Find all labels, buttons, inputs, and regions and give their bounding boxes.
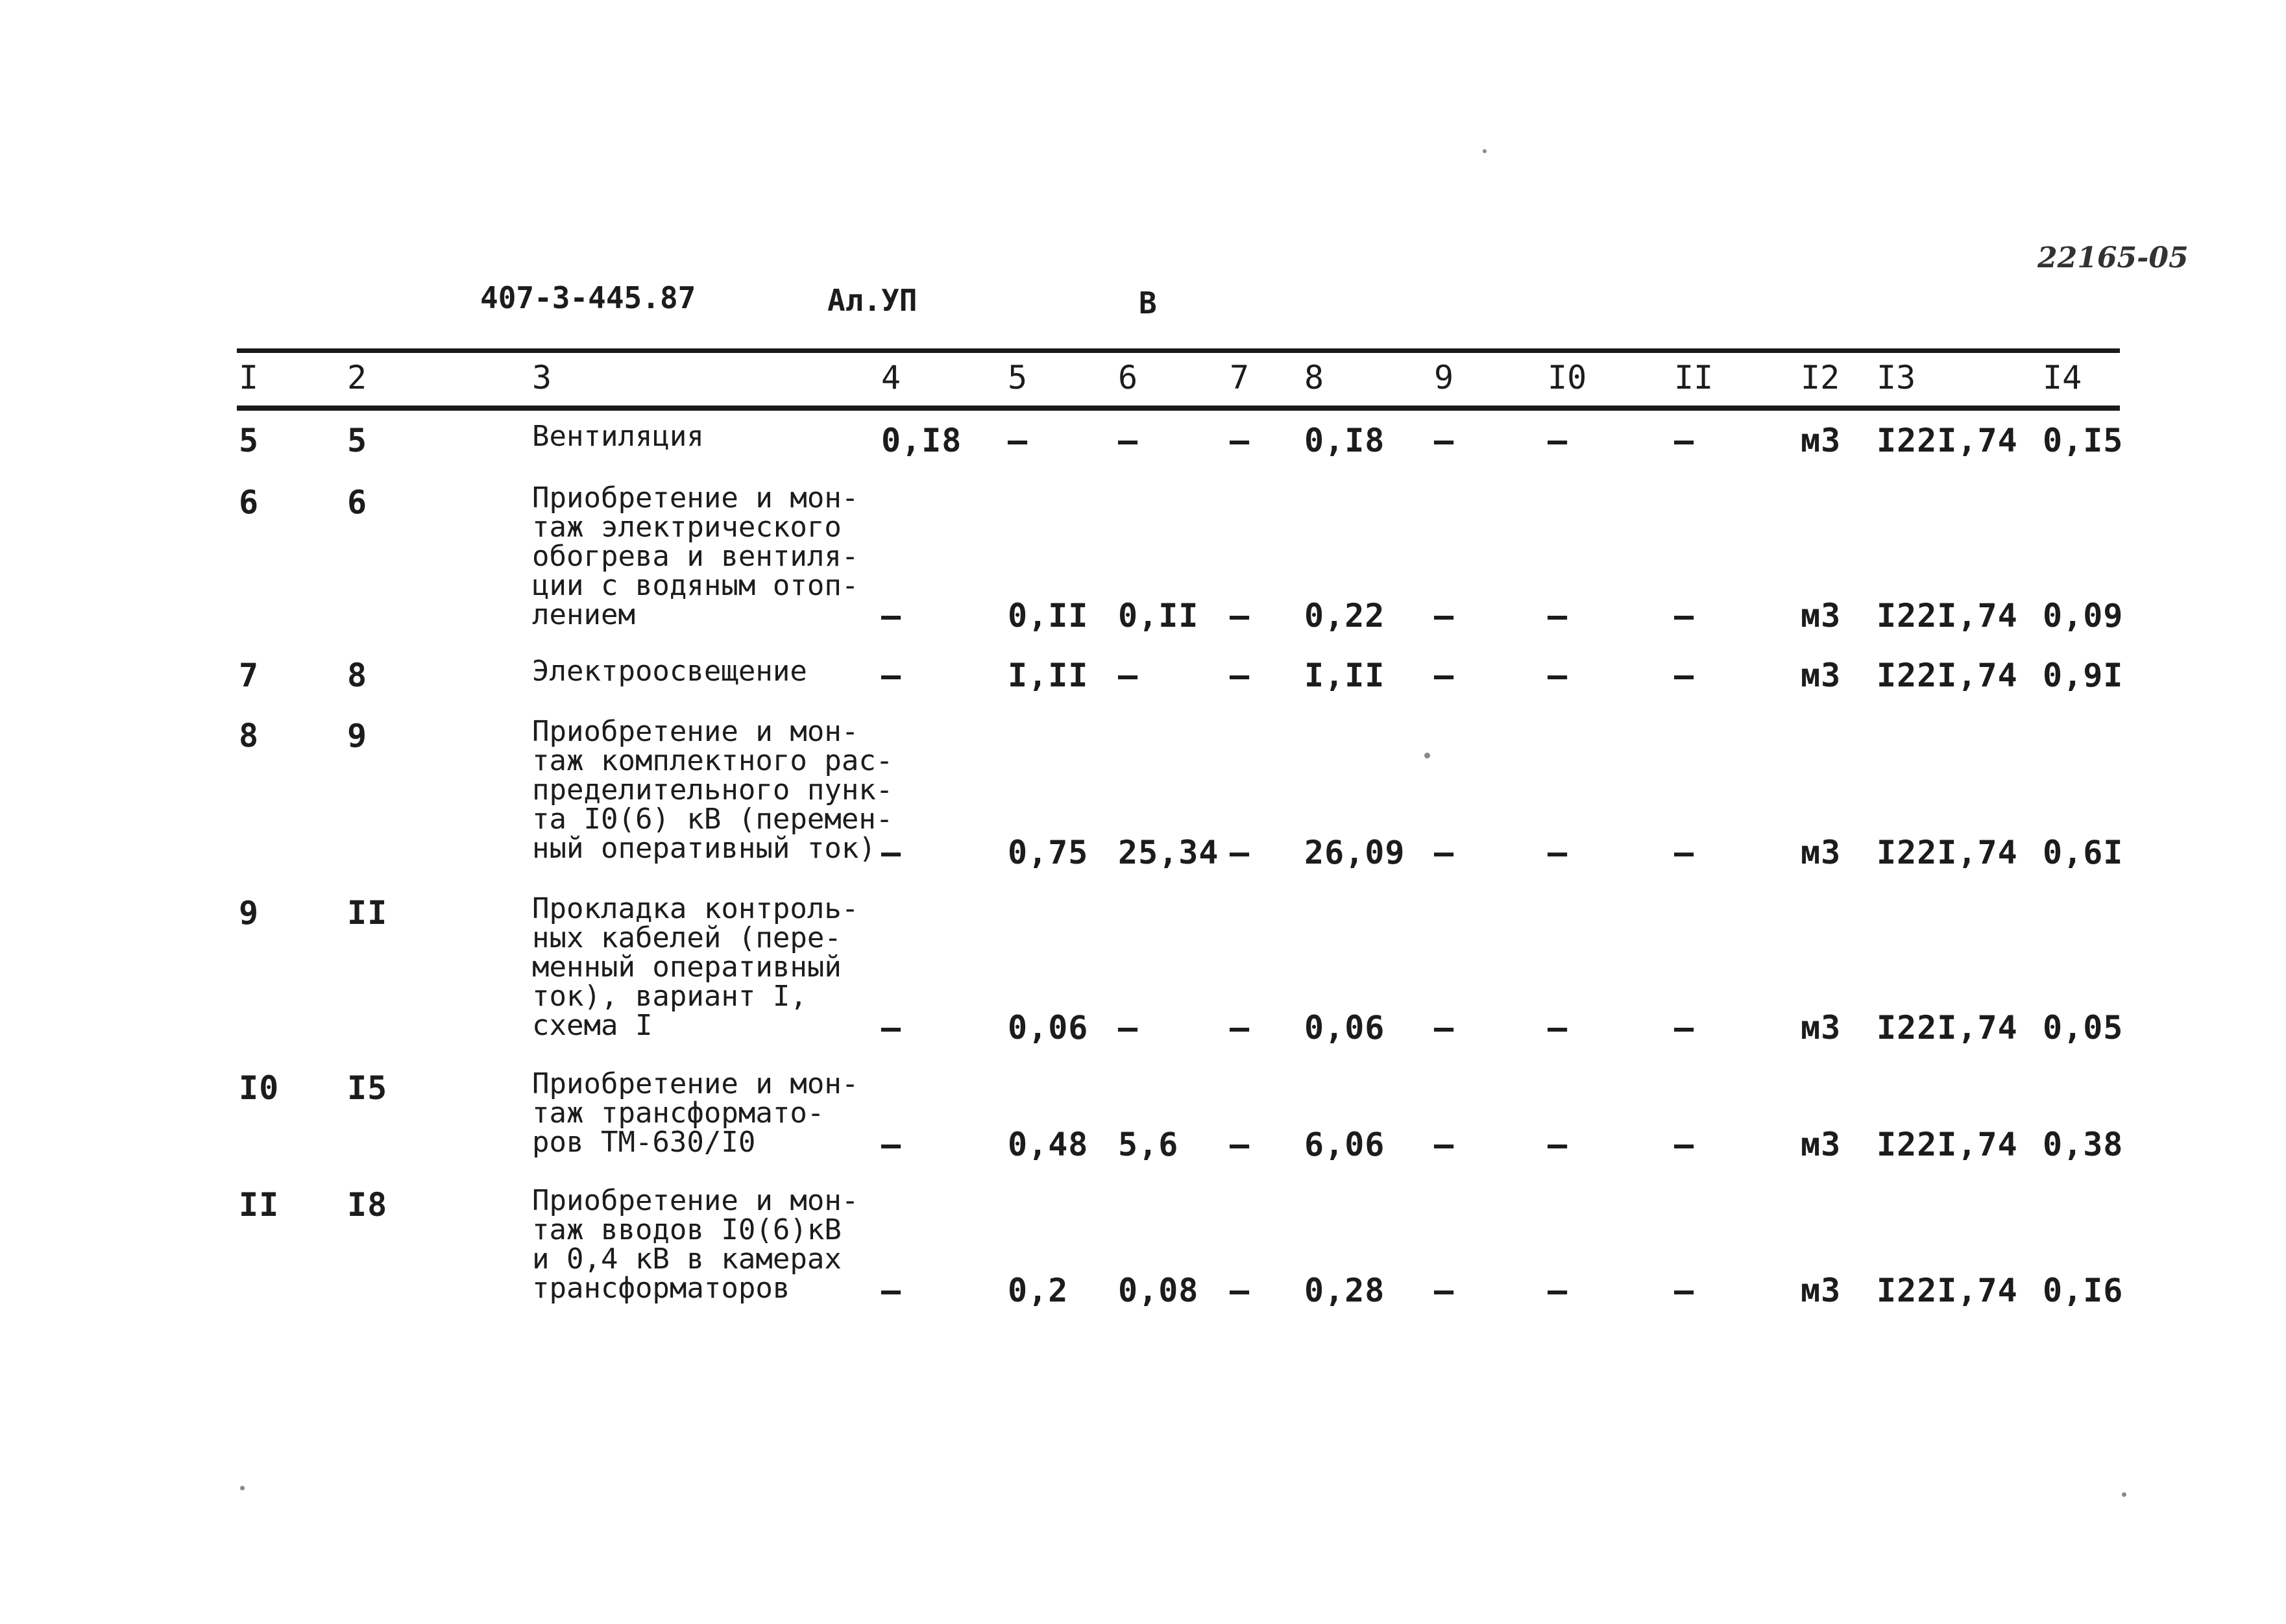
cell-col-11: – bbox=[1674, 1272, 1695, 1309]
cell-col-2: I5 bbox=[347, 1069, 388, 1107]
column-header-11: II bbox=[1674, 359, 1714, 396]
cell-col-12: м3 bbox=[1801, 834, 1842, 871]
table-top-rule bbox=[237, 348, 2120, 353]
cell-col-6: 0,08 bbox=[1118, 1272, 1199, 1309]
cell-col-8: 0,22 bbox=[1304, 597, 1385, 635]
cell-col-13: I22I,74 bbox=[1877, 1126, 2018, 1163]
cell-col-13: I22I,74 bbox=[1877, 1272, 2018, 1309]
album-number: Ал.УП bbox=[827, 283, 918, 318]
cell-col-2: 9 bbox=[347, 717, 368, 755]
cell-col-10: – bbox=[1548, 1126, 1568, 1163]
row-description: Приобретение и мон- таж электрического обогрева и вентиля- ции с водяным отоп- лением bbox=[532, 481, 859, 631]
cell-col-6: 5,6 bbox=[1118, 1126, 1179, 1163]
cell-col-10: – bbox=[1548, 834, 1568, 871]
cell-col-2: 6 bbox=[347, 483, 368, 521]
column-header-13: I3 bbox=[1877, 359, 1916, 396]
cell-col-9: – bbox=[1434, 657, 1455, 694]
cell-col-14: 0,38 bbox=[2043, 1126, 2124, 1163]
scan-speck bbox=[1483, 149, 1487, 153]
cell-col-1: 5 bbox=[239, 422, 260, 459]
cell-col-5: 0,II bbox=[1008, 597, 1089, 635]
column-header-14: I4 bbox=[2043, 359, 2082, 396]
column-header-6: 6 bbox=[1118, 359, 1138, 396]
cell-col-6: – bbox=[1118, 1009, 1139, 1047]
row-description: Приобретение и мон- таж вводов I0(6)кВ и 0,4 кВ в камерах трансформаторов bbox=[532, 1184, 859, 1305]
column-header-9: 9 bbox=[1434, 359, 1454, 396]
cell-col-11: – bbox=[1674, 1009, 1695, 1047]
cell-col-1: 6 bbox=[239, 483, 260, 521]
cell-col-5: 0,75 bbox=[1008, 834, 1089, 871]
cell-col-8: 26,09 bbox=[1304, 834, 1405, 871]
cell-col-4: – bbox=[881, 657, 902, 694]
cell-col-6: 0,II bbox=[1118, 597, 1199, 635]
scan-speck bbox=[1424, 753, 1430, 758]
cell-col-10: – bbox=[1548, 1272, 1568, 1309]
column-header-4: 4 bbox=[881, 359, 901, 396]
cell-col-1: I0 bbox=[239, 1069, 280, 1107]
row-description: Приобретение и мон- таж трансформато- ров ТМ-630/I0 bbox=[532, 1067, 859, 1159]
cell-col-2: 8 bbox=[347, 657, 368, 694]
cell-col-5: 0,06 bbox=[1008, 1009, 1089, 1047]
column-header-7: 7 bbox=[1230, 359, 1250, 396]
cell-col-11: – bbox=[1674, 657, 1695, 694]
cell-col-4: – bbox=[881, 597, 902, 635]
cell-col-2: I8 bbox=[347, 1186, 388, 1224]
cell-col-5: 0,48 bbox=[1008, 1126, 1089, 1163]
cell-col-7: – bbox=[1230, 1126, 1250, 1163]
cell-col-8: 0,I8 bbox=[1304, 422, 1385, 459]
cell-col-1: 7 bbox=[239, 657, 260, 694]
cell-col-7: – bbox=[1230, 1272, 1250, 1309]
cell-col-7: – bbox=[1230, 834, 1250, 871]
cell-col-6: – bbox=[1118, 657, 1139, 694]
cell-col-5: – bbox=[1008, 422, 1028, 459]
cell-col-2: 5 bbox=[347, 422, 368, 459]
cell-col-4: – bbox=[881, 834, 902, 871]
cell-col-6: 25,34 bbox=[1118, 834, 1219, 871]
row-description: Вентиляция bbox=[532, 420, 704, 453]
cell-col-14: 0,6I bbox=[2043, 834, 2124, 871]
table-header-rule bbox=[237, 406, 2120, 411]
cell-col-4: – bbox=[881, 1272, 902, 1309]
cell-col-7: – bbox=[1230, 422, 1250, 459]
cell-col-14: 0,05 bbox=[2043, 1009, 2124, 1047]
cell-col-13: I22I,74 bbox=[1877, 657, 2018, 694]
scan-speck bbox=[240, 1486, 245, 1490]
cell-col-9: – bbox=[1434, 1126, 1455, 1163]
column-header-5: 5 bbox=[1008, 359, 1028, 396]
cell-col-10: – bbox=[1548, 422, 1568, 459]
cell-col-14: 0,09 bbox=[2043, 597, 2124, 635]
cell-col-8: 6,06 bbox=[1304, 1126, 1385, 1163]
cell-col-11: – bbox=[1674, 597, 1695, 635]
cell-col-12: м3 bbox=[1801, 1126, 1842, 1163]
cell-col-12: м3 bbox=[1801, 1009, 1842, 1047]
cell-col-11: – bbox=[1674, 422, 1695, 459]
cell-col-8: 0,28 bbox=[1304, 1272, 1385, 1309]
cell-col-7: – bbox=[1230, 597, 1250, 635]
cell-col-7: – bbox=[1230, 1009, 1250, 1047]
cell-col-13: I22I,74 bbox=[1877, 597, 2018, 635]
cell-col-6: – bbox=[1118, 422, 1139, 459]
sheet-letter: В bbox=[1139, 285, 1157, 321]
cell-col-9: – bbox=[1434, 1272, 1455, 1309]
cell-col-12: м3 bbox=[1801, 422, 1842, 459]
cell-col-4: – bbox=[881, 1126, 902, 1163]
cell-col-10: – bbox=[1548, 1009, 1568, 1047]
document-code: 407-3-445.87 bbox=[480, 280, 696, 315]
cell-col-2: II bbox=[347, 894, 388, 932]
cell-col-4: 0,I8 bbox=[881, 422, 962, 459]
cell-col-10: – bbox=[1548, 597, 1568, 635]
cell-col-13: I22I,74 bbox=[1877, 834, 2018, 871]
cell-col-4: – bbox=[881, 1009, 902, 1047]
cell-col-13: I22I,74 bbox=[1877, 1009, 2018, 1047]
cell-col-1: 8 bbox=[239, 717, 260, 755]
cell-col-9: – bbox=[1434, 422, 1455, 459]
cell-col-8: 0,06 bbox=[1304, 1009, 1385, 1047]
scan-speck bbox=[2122, 1492, 2126, 1497]
cell-col-11: – bbox=[1674, 1126, 1695, 1163]
row-description: Прокладка контроль- ных кабелей (пере- менный оперативный ток), вариант I, схема I bbox=[532, 892, 859, 1042]
column-header-10: I0 bbox=[1548, 359, 1587, 396]
cell-col-7: – bbox=[1230, 657, 1250, 694]
cell-col-9: – bbox=[1434, 1009, 1455, 1047]
cell-col-9: – bbox=[1434, 597, 1455, 635]
row-description: Приобретение и мон- таж комплектного рас- пределительного пунк- та I0(6) кВ (перемен- ный оперативный ток) bbox=[532, 715, 894, 865]
cell-col-11: – bbox=[1674, 834, 1695, 871]
column-header-8: 8 bbox=[1304, 359, 1324, 396]
column-header-1: I bbox=[239, 359, 259, 396]
cell-col-8: I,II bbox=[1304, 657, 1385, 694]
cell-col-9: – bbox=[1434, 834, 1455, 871]
stamp-number: 22165-05 bbox=[2037, 241, 2189, 274]
cell-col-13: I22I,74 bbox=[1877, 422, 2018, 459]
cell-col-14: 0,9I bbox=[2043, 657, 2124, 694]
cell-col-5: 0,2 bbox=[1008, 1272, 1069, 1309]
cell-col-14: 0,I6 bbox=[2043, 1272, 2124, 1309]
column-header-3: 3 bbox=[532, 359, 552, 396]
cell-col-1: II bbox=[239, 1186, 280, 1224]
row-description: Электроосвещение bbox=[532, 655, 807, 688]
cell-col-14: 0,I5 bbox=[2043, 422, 2124, 459]
cell-col-5: I,II bbox=[1008, 657, 1089, 694]
column-header-12: I2 bbox=[1801, 359, 1840, 396]
cell-col-12: м3 bbox=[1801, 1272, 1842, 1309]
cell-col-10: – bbox=[1548, 657, 1568, 694]
cell-col-12: м3 bbox=[1801, 657, 1842, 694]
column-header-2: 2 bbox=[347, 359, 367, 396]
cell-col-12: м3 bbox=[1801, 597, 1842, 635]
cell-col-1: 9 bbox=[239, 894, 260, 932]
